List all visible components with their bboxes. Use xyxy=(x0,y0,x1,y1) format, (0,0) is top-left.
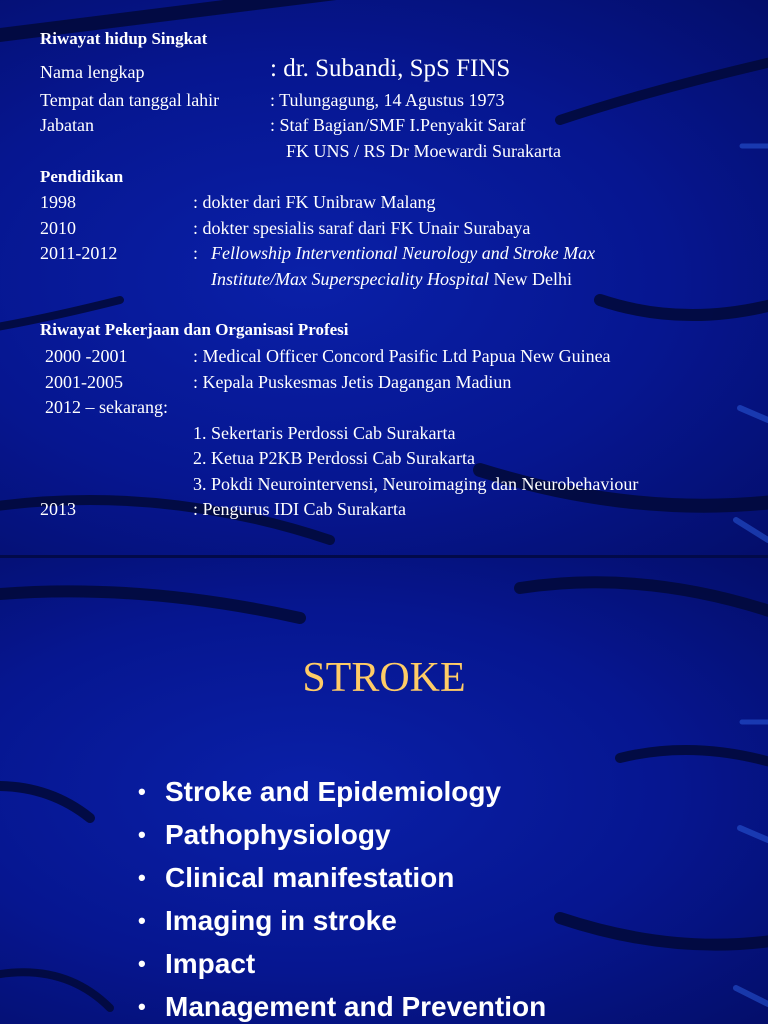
list-item-label: Management and Prevention xyxy=(165,991,547,1022)
bio-heading: Riwayat hidup Singkat xyxy=(40,29,208,48)
education-year: 2011-2012 xyxy=(40,243,118,263)
education-heading: Pendidikan xyxy=(40,167,124,186)
work-text: : Pengurus IDI Cab Surakarta xyxy=(193,499,406,519)
position-value: : Staf Bagian/SMF I.Penyakit Saraf xyxy=(270,115,526,135)
list-item-label: Pathophysiology xyxy=(165,819,391,850)
education-fellowship-line1: Fellowship Interventional Neurology and Stroke Max xyxy=(211,243,596,263)
work-item: 3. Pokdi Neurointervensi, Neuroimaging dan Neurobehaviour xyxy=(193,474,639,494)
list-item-label: Stroke and Epidemiology xyxy=(165,776,502,807)
list-item-label: Imaging in stroke xyxy=(165,905,397,936)
birth-label: Tempat dan tanggal lahir xyxy=(40,90,220,110)
name-label: Nama lengkap xyxy=(40,62,145,82)
list-item-label: Clinical manifestation xyxy=(165,862,455,893)
bullet-icon: • xyxy=(138,779,146,804)
education-fellowship-line2 xyxy=(211,268,572,290)
work-year: 2012 – sekarang: xyxy=(45,397,168,417)
fellowship-hospital: Institute/Max Superspeciality Hospital xyxy=(211,269,489,289)
list-item xyxy=(138,942,546,985)
bullet-icon: • xyxy=(138,908,146,933)
work-item: 1. Sekertaris Perdossi Cab Surakarta xyxy=(193,423,456,443)
work-item: 2. Ketua P2KB Perdossi Cab Surakarta xyxy=(193,448,475,468)
list-item xyxy=(138,813,546,856)
work-year: 2001-2005 xyxy=(45,372,123,392)
bullet-icon: • xyxy=(138,822,146,847)
work-heading: Riwayat Pekerjaan dan Organisasi Profesi xyxy=(40,320,349,339)
bullet-icon: • xyxy=(138,994,146,1019)
education-text: : dokter spesialis saraf dari FK Unair Surabaya xyxy=(193,218,531,238)
name-value: : dr. Subandi, SpS FINS xyxy=(270,55,511,82)
bullet-icon: • xyxy=(138,865,146,890)
slide-title: STROKE xyxy=(302,655,466,701)
list-item-label: Impact xyxy=(165,948,256,979)
education-colon: : xyxy=(193,243,199,263)
list-item xyxy=(138,770,546,813)
work-text: : Medical Officer Concord Pasific Ltd Papua New Guinea xyxy=(193,346,611,366)
education-year: 2010 xyxy=(40,218,76,238)
work-year: 2013 xyxy=(40,499,76,519)
list-item xyxy=(138,856,546,899)
list-item xyxy=(138,899,546,942)
education-year: 1998 xyxy=(40,192,76,212)
work-text: : Kepala Puskesmas Jetis Dagangan Madiun xyxy=(193,372,512,392)
birth-value: : Tulungagung, 14 Agustus 1973 xyxy=(270,90,505,110)
education-text: : dokter dari FK Unibraw Malang xyxy=(193,192,436,212)
position-label: Jabatan xyxy=(40,115,94,135)
list-item xyxy=(138,985,546,1028)
bullet-icon: • xyxy=(138,951,146,976)
topic-list xyxy=(138,770,546,1028)
work-year: 2000 -2001 xyxy=(45,346,128,366)
fellowship-city: New Delhi xyxy=(493,269,572,289)
position-value-line2: FK UNS / RS Dr Moewardi Surakarta xyxy=(286,141,561,161)
